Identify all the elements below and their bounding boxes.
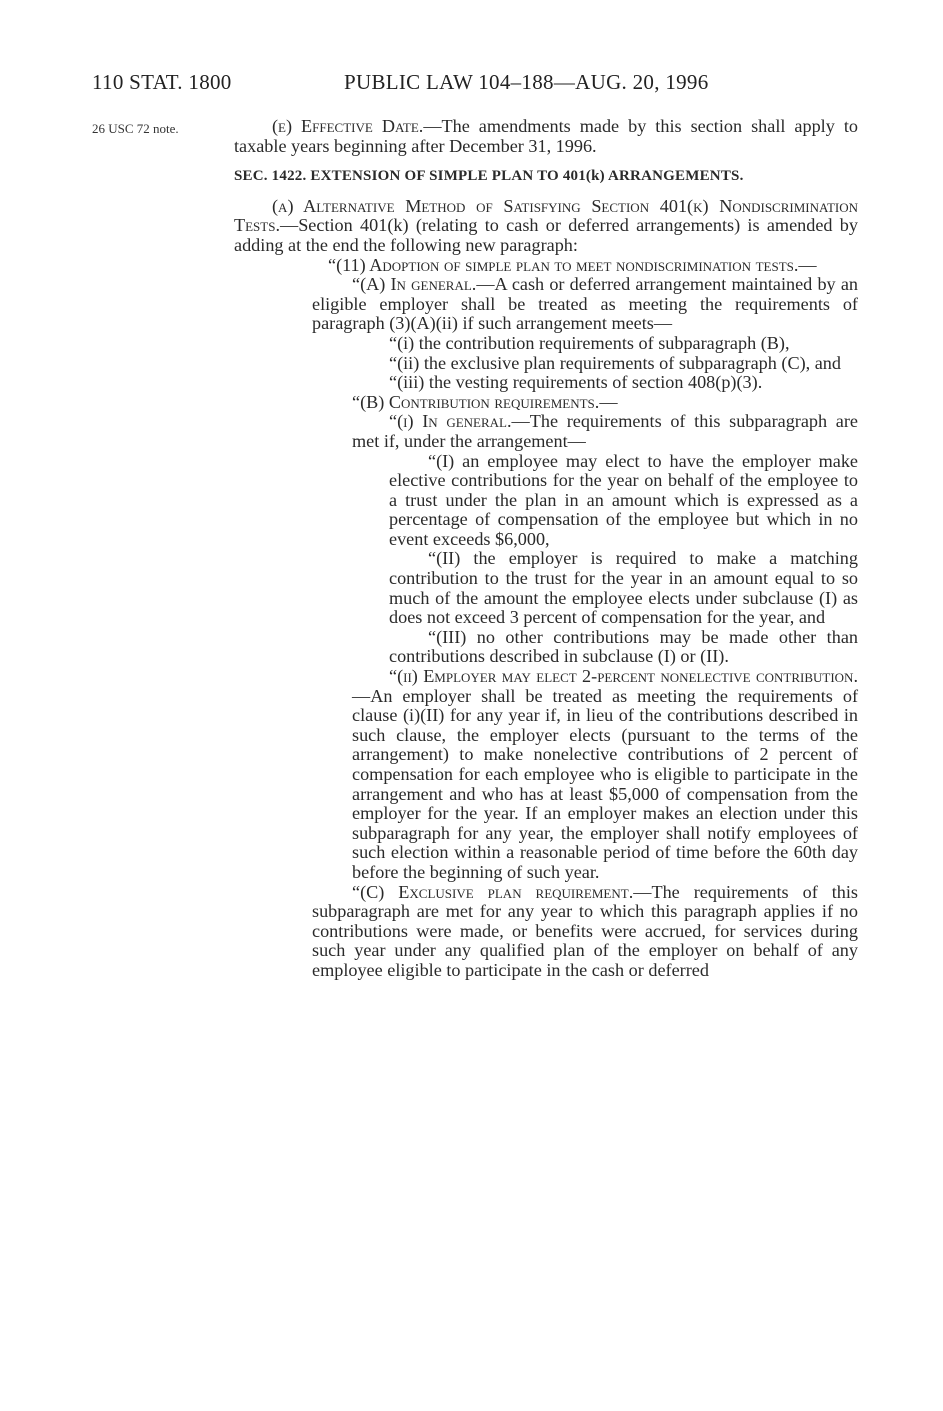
margin-note: 26 USC 72 note. (92, 121, 179, 136)
subparagraph-C (312, 883, 858, 981)
clause-A-ii: “(ii) the exclusive plan requirements of subparagraph (C), and (389, 352, 841, 373)
clause-B-i-text: —The requirements of this subparagraph are met if, under the arrangement— (352, 411, 858, 451)
subparagraph-A (312, 275, 858, 334)
subparagraph-B-text: — (599, 391, 618, 412)
subsection-e (234, 117, 858, 156)
paragraph-11-heading: “(11) Adoption of simple plan to meet nondiscrimination tests. (328, 254, 799, 275)
subclause-B-i-II: “(II) the employer is required to make a matching contribution to the trust for the year in an amount equal to so much of the amount the employee elects under subclause (I) as does not exceed 3 percent of compensation for the year, and (389, 548, 858, 628)
subsection-e-heading: (e) Effective Date. (272, 116, 424, 136)
subsection-a-heading: (a) Alternative Method of Satisfying Section 401(k) Nondiscrimination Tests. (234, 195, 858, 236)
clause-B-ii-text: —An employer shall be treated as meeting the requirements of clause (i)(II) for any year if, in lieu of the contributions described in such clause, the employer elects (pursuant to the terms of the arrangement) to make nonelective contributions of 2 percent of compensation for each employee who is eligible to participate in the arrangement and who has at least $5,000 of compensation from the employer for the year. If an employer makes an election under this subparagraph for any year, the employer shall notify employees of such election within a reasonable period of time before the 60th day before the beginning of such year. (352, 685, 858, 882)
clause-A-i: “(i) the contribution requirements of subparagraph (B), (389, 332, 790, 353)
subparagraph-A-heading: “(A) In general. (352, 274, 477, 295)
statute-page-reference: 110 STAT. 1800 (92, 70, 232, 94)
running-head (92, 70, 792, 96)
clause-B-ii-heading: “(ii) Employer may elect 2-percent nonelective contribution. (389, 666, 858, 687)
subsection-e-text: —The amendments made by this section shall apply to taxable years beginning after December 31, 1996. (234, 116, 858, 156)
subclause-B-i-I: “(I) an employee may elect to have the employer make elective contributions for the year on behalf of the employee to a trust under the plan in an amount which is expressed as a percentage of compensation of the employee but which in no event exceeds $6,000, (389, 450, 858, 549)
subparagraph-A-text: —A cash or deferred arrangement maintained by an eligible employer shall be treated as meeting the requirements of paragraph (3)(A)(ii) if such arrangement meets— (312, 274, 858, 334)
subclause-B-i-III: “(III) no other contributions may be made other than contributions described in subclause (I) or (II). (389, 626, 858, 667)
subparagraph-B (312, 393, 858, 413)
section-heading: SEC. 1422. EXTENSION OF SIMPLE PLAN TO 401(k) ARRANGEMENTS. (234, 168, 744, 185)
paragraph-11 (272, 256, 858, 276)
paragraph-11-text: — (798, 254, 817, 275)
clause-B-i-heading: “(i) In general. (389, 411, 512, 432)
clause-A-iii: “(iii) the vesting requirements of section 408(p)(3). (389, 372, 763, 393)
subparagraph-B-heading: “(B) Contribution requirements. (352, 391, 600, 412)
clause-B-i (352, 412, 858, 451)
subparagraph-C-heading: “(C) Exclusive plan requirement. (352, 881, 634, 902)
body-text (234, 117, 858, 981)
subsection-a (234, 197, 858, 256)
public-law-title: PUBLIC LAW 104–188—AUG. 20, 1996 (344, 70, 709, 94)
subsection-a-text: —Section 401(k) (relating to cash or deferred arrangements) is amended by adding at the end the following new paragraph: (234, 215, 858, 255)
clause-B-ii (352, 667, 858, 883)
subparagraph-C-text: —The requirements of this subparagraph are met for any year to which this paragraph applies if no contributions were made, or benefits were accrued, for services during such year under any qualified plan of the employer on behalf of any employee eligible to participate in the cash or deferred (312, 881, 858, 980)
